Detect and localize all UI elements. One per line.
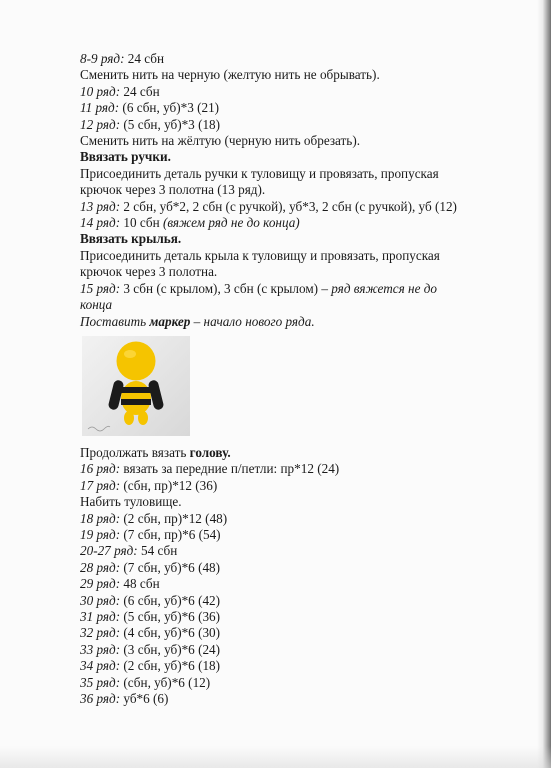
row-instruction	[80, 675, 520, 691]
continue-instruction	[80, 445, 520, 461]
row-label: 15 ряд:	[80, 280, 121, 296]
bee-stripe-1	[121, 387, 151, 393]
row-text: уб*6 (6)	[120, 691, 169, 706]
row-label: 34 ряд:	[80, 658, 121, 674]
text-line	[80, 182, 520, 198]
row-instruction	[80, 609, 520, 625]
row-label: 20-27 ряд:	[80, 543, 138, 559]
row-instruction	[80, 51, 520, 67]
row-instruction	[80, 511, 520, 527]
row-label: 29 ряд:	[80, 576, 121, 592]
row-text: 48 сбн	[120, 576, 160, 592]
row-instruction	[80, 543, 520, 559]
row-label: 19 ряд:	[80, 526, 121, 542]
marker-instruction	[80, 314, 520, 330]
italic-text: конца	[80, 297, 113, 313]
row-label: 28 ряд:	[80, 559, 121, 575]
row-text: Присоединить деталь крыла к туловищу и провязать, пропуская	[80, 247, 440, 263]
bee-head-highlight	[124, 350, 136, 358]
pattern-document	[80, 51, 520, 707]
row-instruction	[80, 527, 520, 543]
text-line	[80, 67, 520, 83]
row-instruction	[80, 84, 520, 100]
row-label: 18 ряд:	[80, 510, 121, 526]
row-label: 8-9 ряд:	[80, 51, 125, 66]
row-instruction	[80, 199, 520, 215]
marker-bold-word: маркер	[149, 313, 191, 329]
row-label: 10 ряд:	[80, 83, 121, 99]
marker-post-text: – начало нового ряда.	[190, 313, 315, 329]
row-label: 31 ряд:	[80, 608, 121, 624]
row-label: 33 ряд:	[80, 641, 121, 657]
row-text: 24 сбн	[124, 51, 165, 66]
row-text: Сменить нить на жёлтую (черную нить обрезать).	[80, 133, 361, 149]
rows-block-bottom	[80, 461, 520, 707]
row-label: 13 ряд:	[80, 198, 121, 214]
photo-signature	[88, 426, 110, 431]
row-text: 24 сбн	[120, 83, 160, 99]
row-instruction	[80, 658, 520, 674]
row-label: 14 ряд:	[80, 215, 121, 231]
row-text: (4 сбн, уб)*6 (30)	[120, 625, 221, 641]
row-instruction	[80, 691, 520, 707]
bee-left-leg	[124, 411, 134, 425]
row-label: 30 ряд:	[80, 592, 121, 608]
row-instruction	[80, 625, 520, 641]
row-label: 17 ряд:	[80, 477, 121, 493]
bee-head	[117, 341, 156, 380]
section-heading	[80, 149, 520, 165]
text-line	[80, 494, 520, 510]
row-instruction	[80, 281, 520, 297]
continue-pre-text: Продолжать вязать	[80, 444, 190, 460]
row-text: (5 сбн, уб)*3 (18)	[120, 116, 221, 132]
continue-bold-word: голову.	[189, 444, 231, 460]
row-italic-note: ряд вяжется не до	[331, 280, 437, 296]
row-text: (7 сбн, пр)*6 (54)	[120, 526, 221, 542]
bee-illustration	[82, 336, 190, 436]
row-text: (3 сбн, уб)*6 (24)	[120, 641, 221, 657]
row-text: крючок через 3 полотна.	[80, 264, 218, 280]
bee-right-leg	[138, 411, 148, 425]
row-label: 16 ряд:	[80, 461, 121, 477]
row-text: 2 сбн, уб*2, 2 сбн (с ручкой), уб*3, 2 сбн (с ручкой), уб (12)	[120, 198, 457, 214]
page-bottom-shadow	[0, 746, 551, 768]
row-instruction	[80, 576, 520, 592]
italic-line	[80, 297, 520, 313]
row-text: Сменить нить на черную (желтую нить не обрывать).	[80, 67, 380, 83]
row-instruction	[80, 461, 520, 477]
page-edge-shadow	[537, 0, 551, 768]
section-heading	[80, 231, 520, 247]
row-label: 12 ряд:	[80, 116, 121, 132]
row-instruction	[80, 560, 520, 576]
row-text: 54 сбн	[137, 543, 178, 559]
row-text: крючок через 3 полотна (13 ряд).	[80, 182, 266, 198]
row-text: (сбн, уб)*6 (12)	[120, 674, 211, 690]
row-label: 32 ряд:	[80, 625, 121, 641]
text-line	[80, 264, 520, 280]
row-text: (7 сбн, уб)*6 (48)	[120, 559, 221, 575]
row-text: вязать за передние п/петли: пр*12 (24)	[120, 461, 340, 477]
row-italic-note: (вяжем ряд не до конца)	[162, 215, 300, 231]
row-instruction	[80, 100, 520, 116]
row-text: (2 сбн, уб)*6 (18)	[120, 658, 221, 674]
row-instruction	[80, 593, 520, 609]
text-line	[80, 166, 520, 182]
row-label: 11 ряд:	[80, 100, 120, 116]
rows-block-top	[80, 51, 520, 314]
row-label: 36 ряд:	[80, 691, 121, 706]
row-instruction	[80, 215, 520, 231]
heading-text: Ввязать крылья.	[80, 231, 182, 247]
row-text: (сбн, пр)*12 (36)	[120, 477, 218, 493]
heading-text: Ввязать ручки.	[80, 149, 171, 165]
row-text: (5 сбн, уб)*6 (36)	[120, 608, 221, 624]
row-text: Набить туловище.	[80, 494, 182, 510]
amigurumi-bee-photo	[82, 336, 190, 436]
row-instruction	[80, 642, 520, 658]
bee-stripe-2	[121, 399, 151, 405]
row-text: (6 сбн, уб)*3 (21)	[119, 100, 220, 116]
row-instruction	[80, 117, 520, 133]
bee-body	[121, 381, 151, 415]
row-text: 3 сбн (с крылом), 3 сбн (с крылом) –	[120, 280, 332, 296]
row-text: Присоединить деталь ручки к туловищу и провязать, пропуская	[80, 165, 439, 181]
row-instruction	[80, 478, 520, 494]
marker-pre-text: Поставить	[80, 313, 150, 329]
row-text: (6 сбн, уб)*6 (42)	[120, 592, 221, 608]
text-line	[80, 248, 520, 264]
row-label: 35 ряд:	[80, 674, 121, 690]
text-line	[80, 133, 520, 149]
row-text: (2 сбн, пр)*12 (48)	[120, 510, 228, 526]
row-text: 10 сбн	[120, 215, 163, 231]
